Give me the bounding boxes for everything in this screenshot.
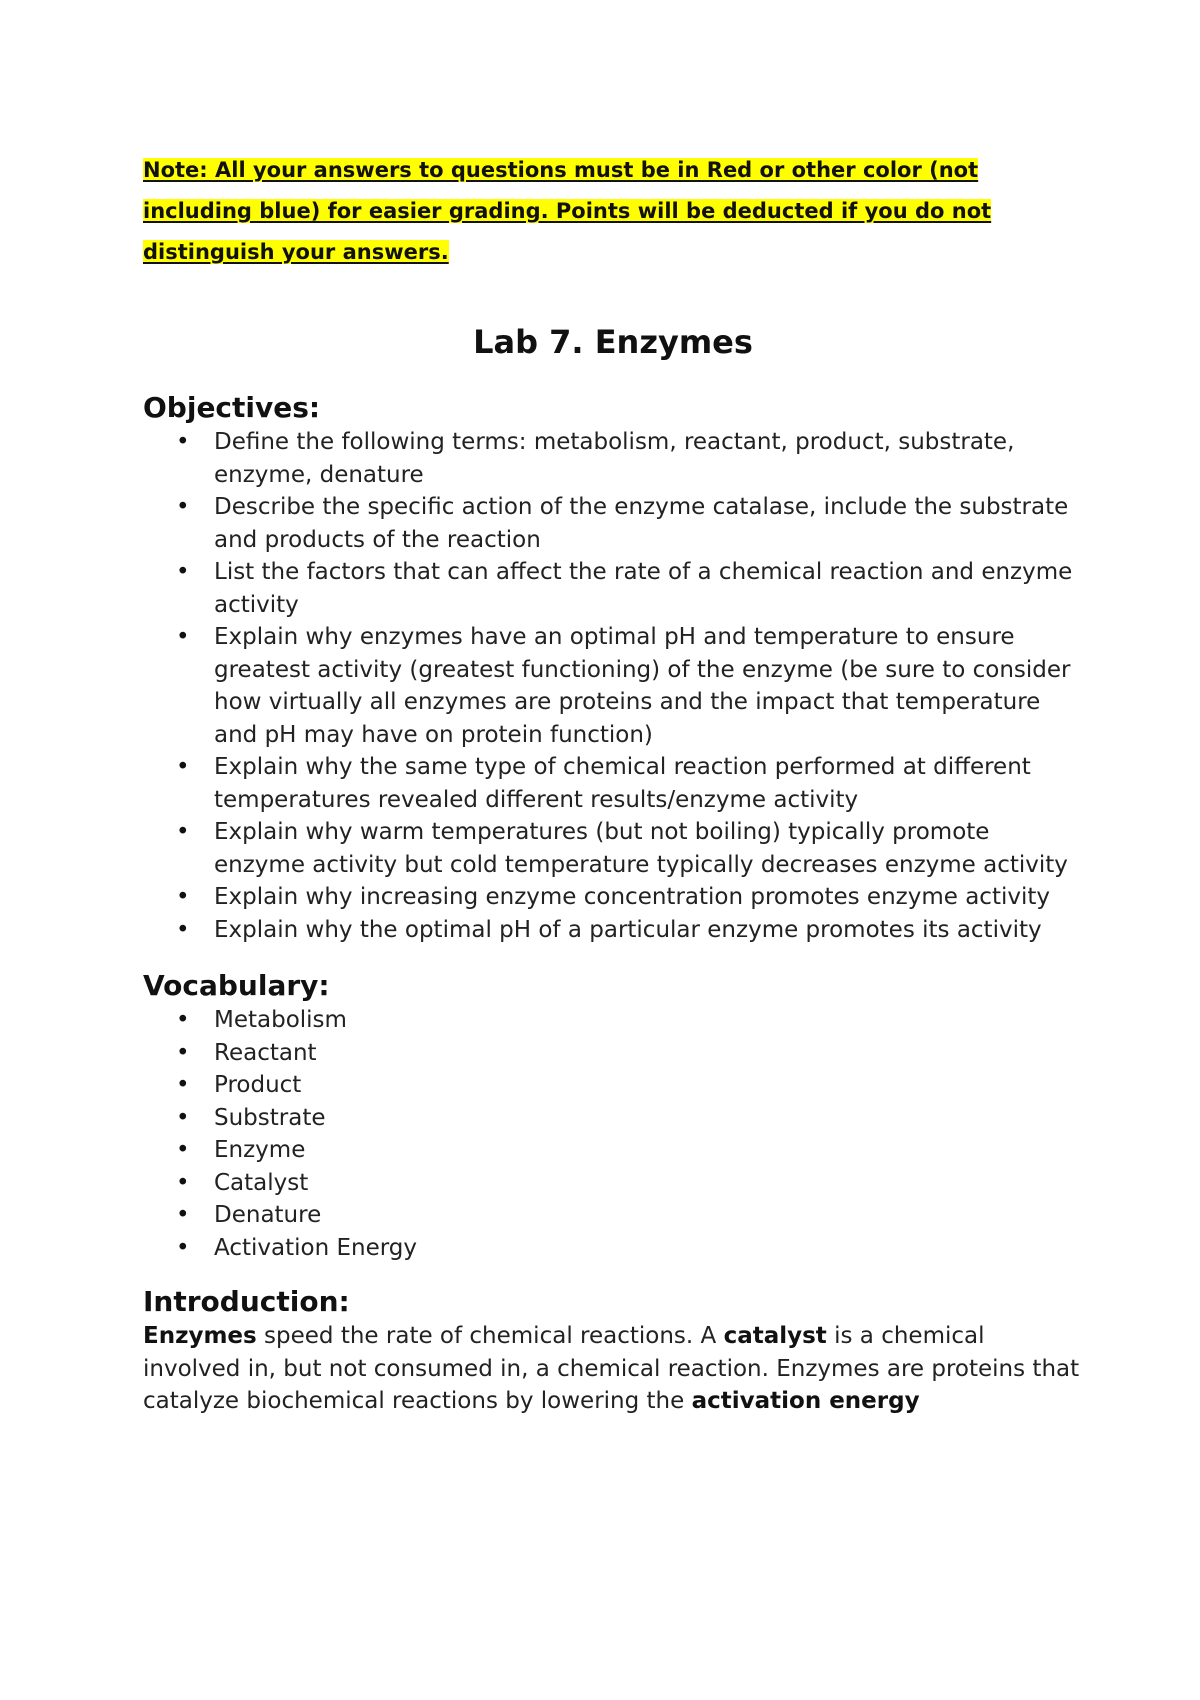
objective-item: • Explain why warm temperatures (but not boiling) typically promote enzyme activity but cold temperature typically decreases enzyme activity [143, 816, 1083, 881]
page-title: Lab 7. Enzymes [473, 323, 753, 361]
objective-item: • List the factors that can affect the rate of a chemical reaction and enzyme activity [143, 556, 1083, 621]
term-catalyst: catalyst [723, 1323, 827, 1349]
vocabulary-item: • Catalyst [143, 1167, 1083, 1200]
objective-item: • Describe the specific action of the enzyme catalase, include the substrate and products of the reaction [143, 491, 1083, 556]
document-page [143, 150, 1083, 1418]
introduction-heading: Introduction: [143, 1285, 350, 1318]
vocabulary-list [143, 1004, 1083, 1264]
vocabulary-item: • Substrate [143, 1102, 1083, 1135]
grading-note [143, 150, 1083, 273]
objective-item: • Explain why enzymes have an optimal pH and temperature to ensure greatest activity (greatest functioning) of the enzyme (be sure to consider how virtually all enzymes are proteins and the impact that temperature and pH may have on protein function) [143, 621, 1083, 751]
vocabulary-item: • Reactant [143, 1037, 1083, 1070]
objective-item: • Explain why the same type of chemical reaction performed at different temperatures revealed different results/enzyme activity [143, 751, 1083, 816]
term-enzymes: Enzymes [143, 1323, 257, 1349]
grading-note-text: Note: All your answers to questions must be in Red or other color (not including blue) for easier grading. Points will be deducted if you do not distinguish your answers. [143, 158, 992, 264]
vocabulary-item: • Metabolism [143, 1004, 1083, 1037]
intro-text-1: speed the rate of chemical reactions. A [256, 1323, 724, 1349]
objectives-list [143, 426, 1083, 946]
objective-item: • Explain why the optimal pH of a particular enzyme promotes its activity [143, 914, 1083, 947]
vocabulary-item: • Activation Energy [143, 1232, 1083, 1265]
objectives-heading: Objectives: [143, 391, 321, 424]
vocabulary-item: • Product [143, 1069, 1083, 1102]
objective-item: • Explain why increasing enzyme concentration promotes enzyme activity [143, 881, 1083, 914]
introduction-paragraph [143, 1320, 1083, 1418]
vocabulary-item: • Denature [143, 1199, 1083, 1232]
intro-text-2: is a chemical involved in, but not consumed in, a chemical reaction. Enzymes are proteins that catalyze biochemical reactions by lowering the [143, 1323, 1080, 1414]
vocabulary-heading: Vocabulary: [143, 969, 330, 1002]
objective-item: • Define the following terms: metabolism, reactant, product, substrate, enzyme, denature [143, 426, 1083, 491]
term-activation-energy: activation energy [691, 1388, 920, 1414]
vocabulary-item: • Enzyme [143, 1134, 1083, 1167]
